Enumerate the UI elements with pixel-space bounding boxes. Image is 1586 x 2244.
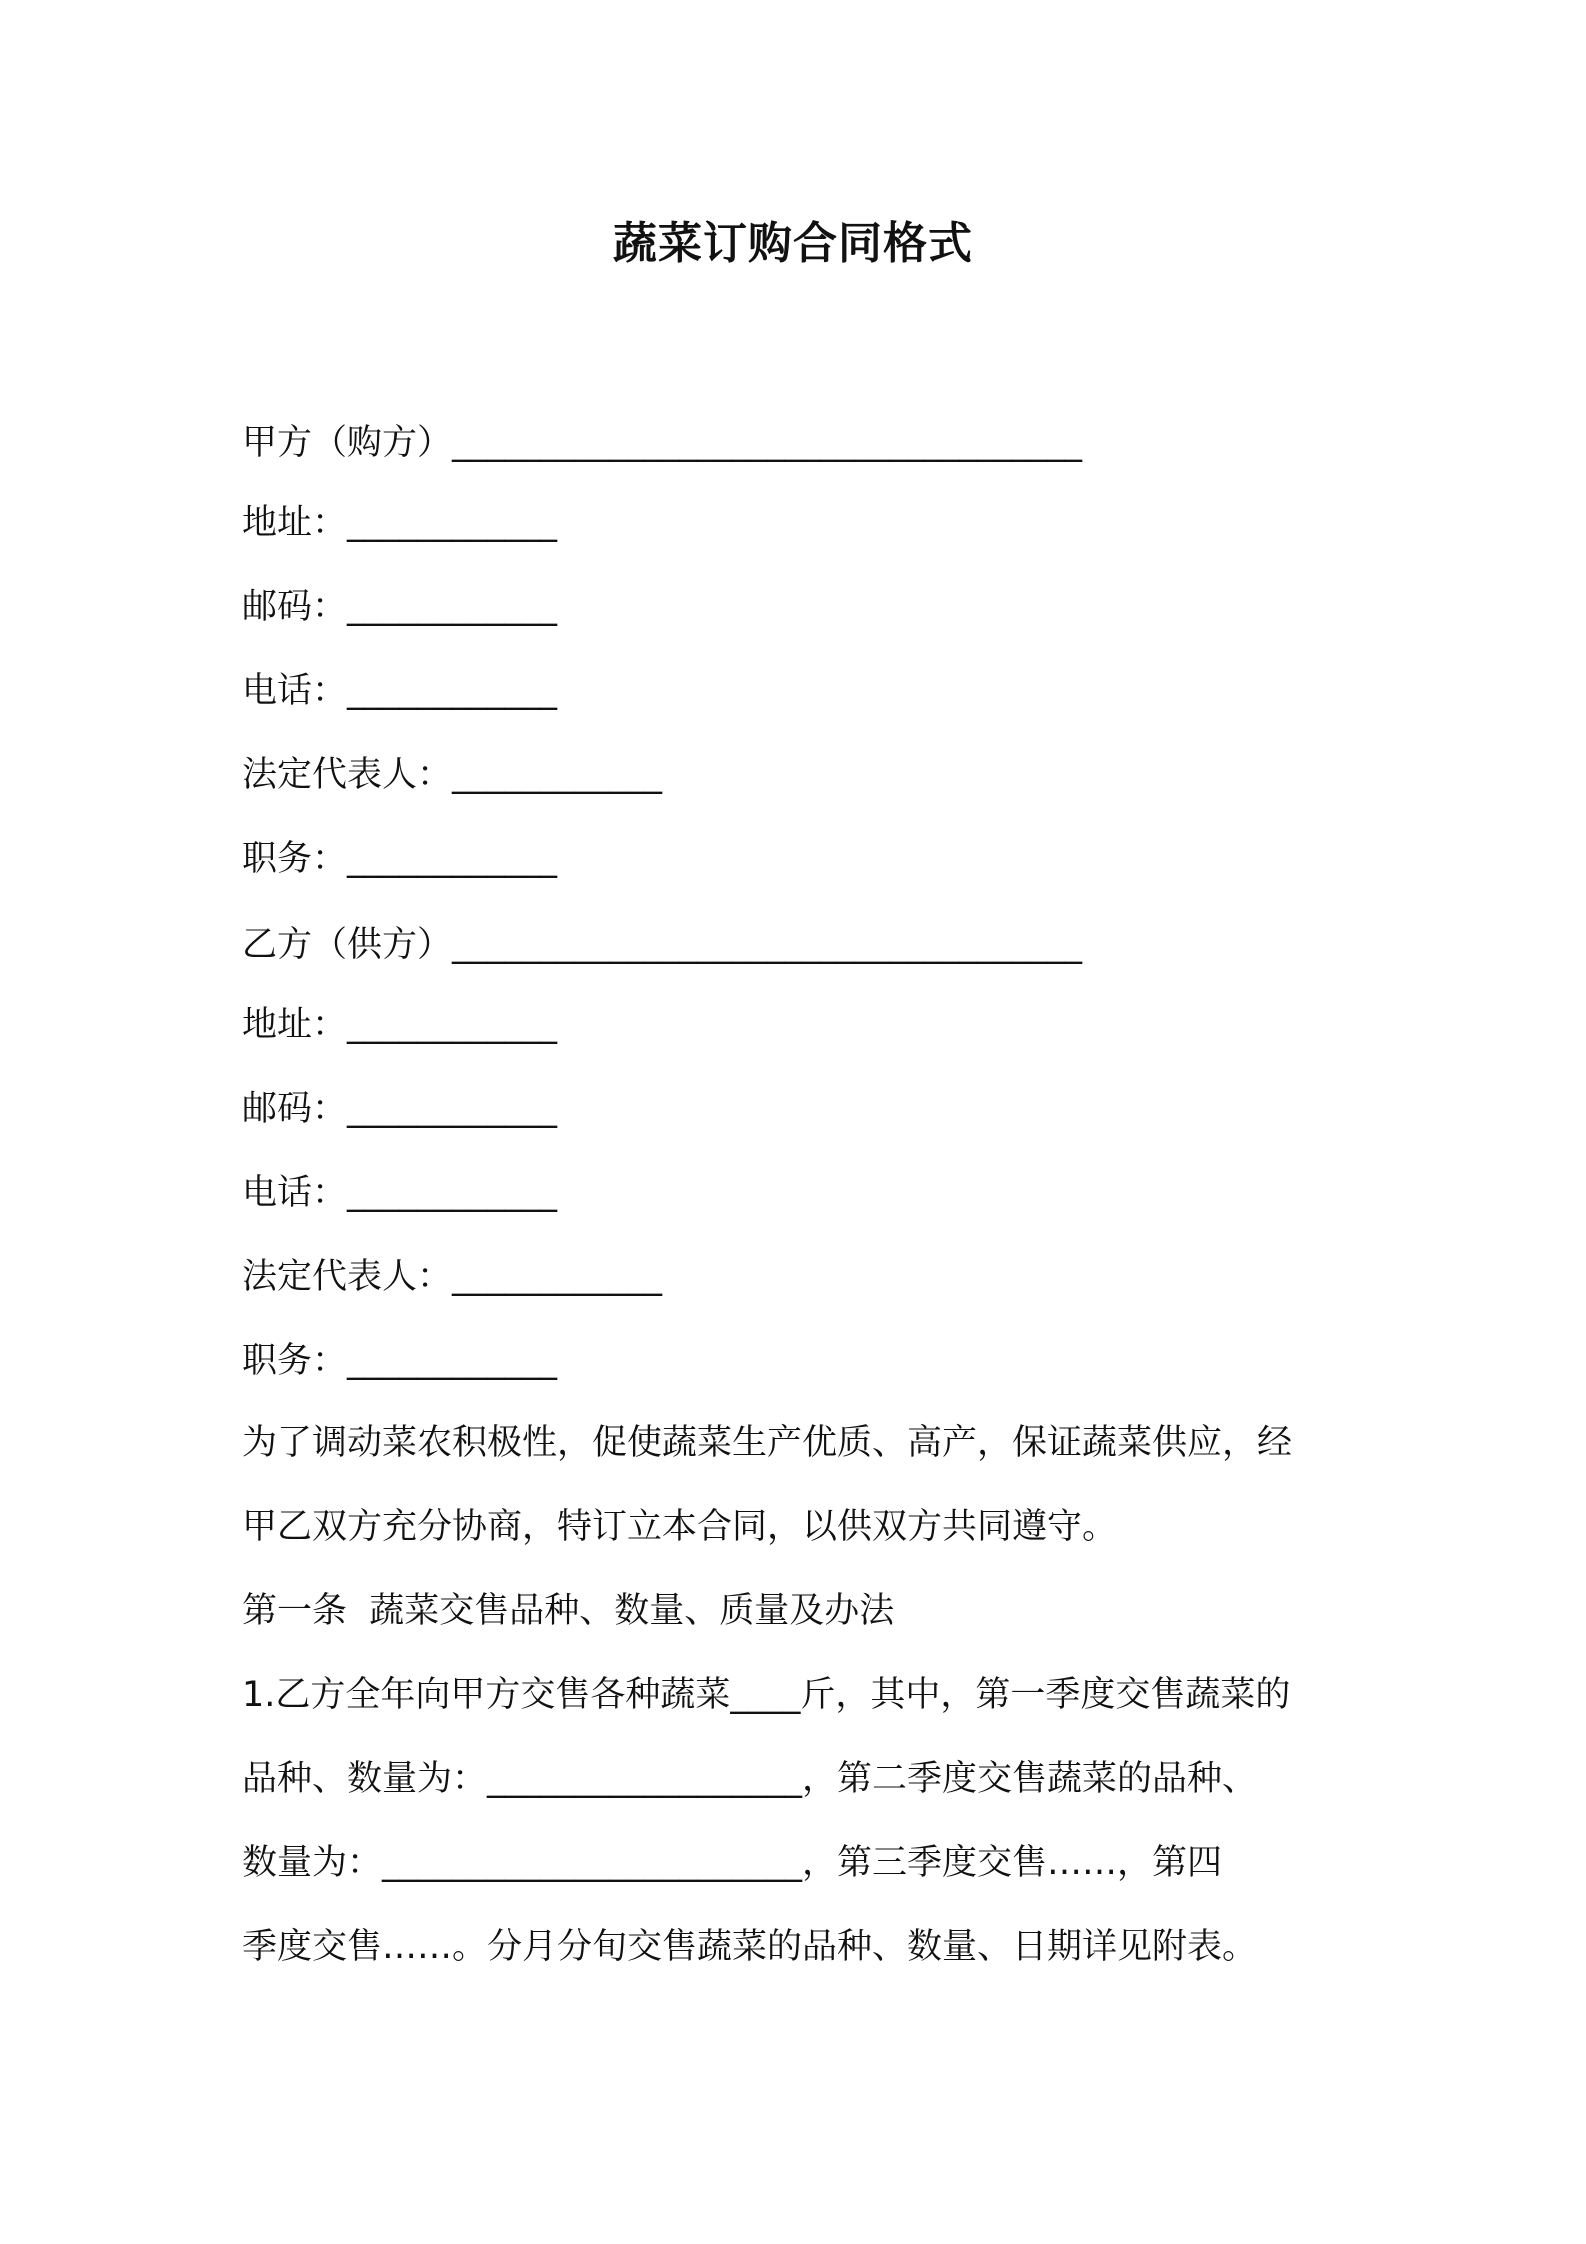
party-b-name-line: 乙方（供方）____________________________________ bbox=[242, 925, 1083, 965]
party-b-legal-rep: 法定代表人：____________ bbox=[242, 1257, 663, 1297]
party-b-address: 地址：____________ bbox=[242, 1005, 558, 1045]
article-1-clause-1-line-3: 数量为：________________________，第三季度交售……，第四 bbox=[242, 1843, 1223, 1883]
party-b-phone: 电话：____________ bbox=[242, 1173, 558, 1213]
party-a-name-line: 甲方（购方）____________________________________ bbox=[242, 423, 1083, 463]
party-a-legal-rep: 法定代表人：____________ bbox=[242, 755, 663, 795]
document-title: 蔬菜订购合同格式 bbox=[613, 218, 973, 269]
party-a-position: 职务：____________ bbox=[242, 839, 558, 879]
article-1-clause-1-line-2: 品种、数量为：__________________，第二季度交售蔬菜的品种、 bbox=[242, 1759, 1258, 1799]
article-1-clause-1-line-4: 季度交售……。分月分旬交售蔬菜的品种、数量、日期详见附表。 bbox=[242, 1927, 1258, 1967]
party-a-phone: 电话：____________ bbox=[242, 671, 558, 711]
party-a-postcode: 邮码：____________ bbox=[242, 587, 558, 627]
party-b-postcode: 邮码：____________ bbox=[242, 1089, 558, 1129]
party-b-position: 职务：____________ bbox=[242, 1341, 558, 1381]
article-1-heading: 第一条 蔬菜交售品种、数量、质量及办法 bbox=[242, 1591, 895, 1631]
article-1-clause-1-line-1: 1.乙方全年向甲方交售各种蔬菜____斤，其中，第一季度交售蔬菜的 bbox=[242, 1675, 1291, 1715]
preamble-line-2: 甲乙双方充分协商，特订立本合同，以供双方共同遵守。 bbox=[242, 1507, 1118, 1547]
preamble-line-1: 为了调动菜农积极性，促使蔬菜生产优质、高产，保证蔬菜供应，经 bbox=[242, 1423, 1293, 1463]
party-a-address: 地址：____________ bbox=[242, 503, 558, 543]
